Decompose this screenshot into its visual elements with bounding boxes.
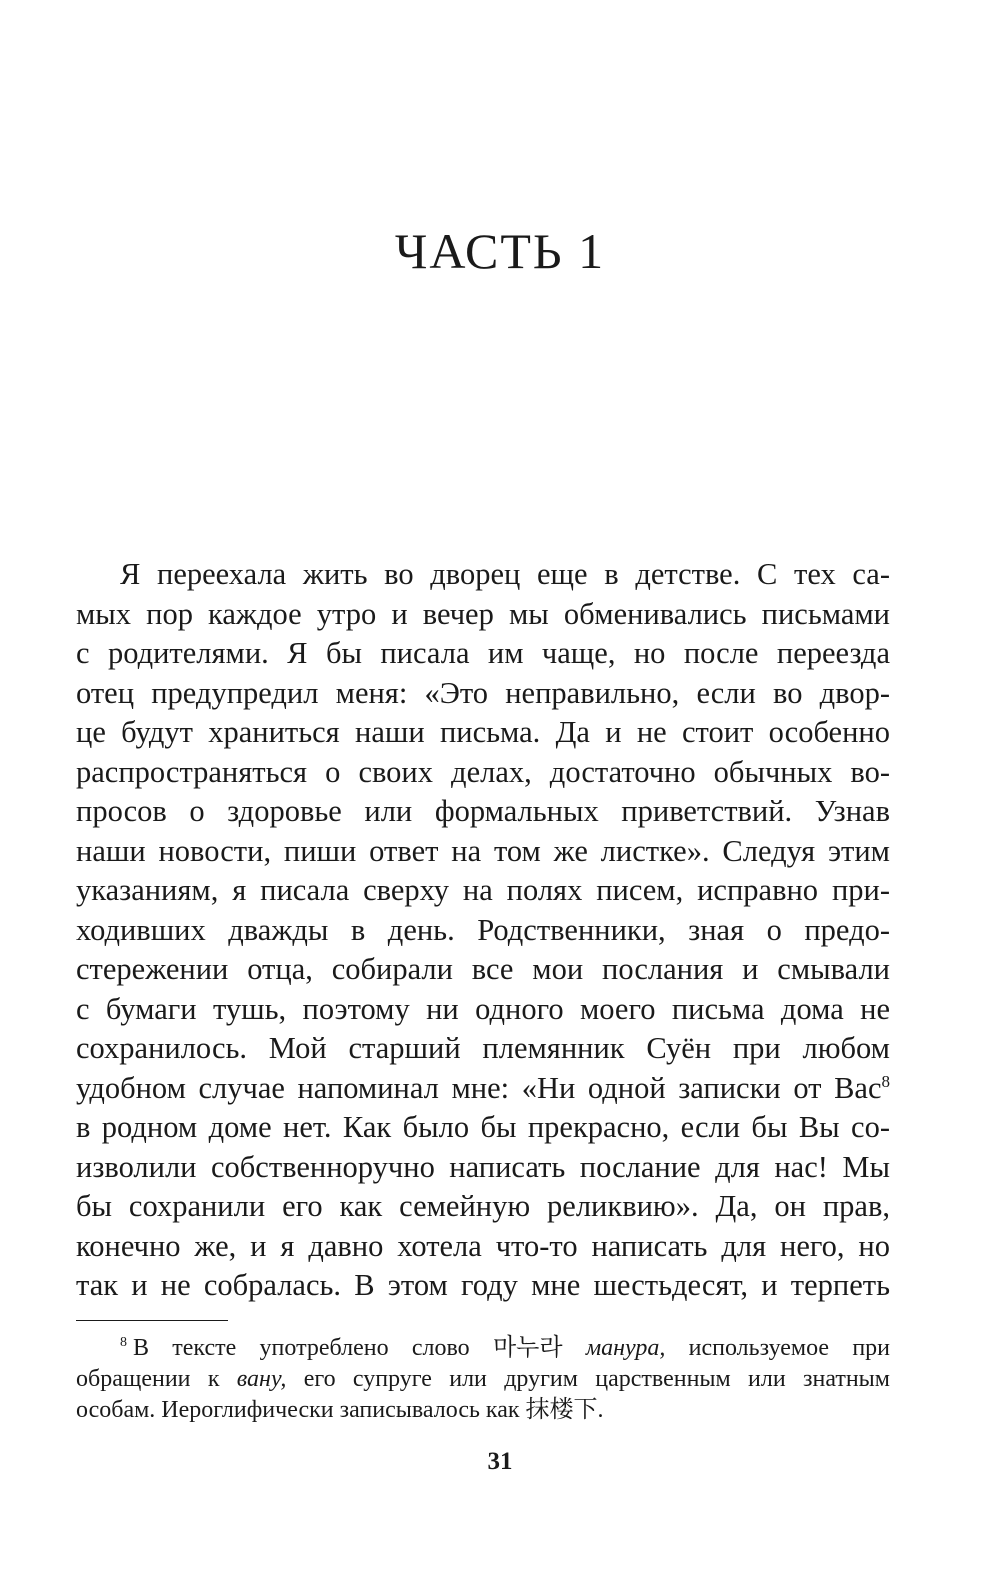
text-line: ходивших дважды в день. Родственники, зная о предо-	[76, 912, 890, 947]
text-line: так и не собралась. В этом году мне шестьдесят, и терпеть	[76, 1268, 890, 1302]
footnote	[76, 1333, 890, 1426]
footnote-line	[76, 1333, 890, 1364]
footnote-text: обращении к	[76, 1366, 220, 1392]
chapter-title: ЧАСТЬ 1	[394, 223, 606, 279]
footnote-italic-term: манура,	[585, 1335, 666, 1361]
body-text	[76, 555, 890, 1306]
text-line: Я переехала жить во дворец еще в детстве. С тех са-	[120, 557, 890, 591]
footnote-korean-word: 마누라	[492, 1335, 563, 1361]
footnote-number: 8	[120, 1335, 127, 1350]
footnote-text: его супруге или другим царственным или знатным	[303, 1366, 890, 1392]
text-line: с родителями. Я бы писала им чаще, но после переезда	[76, 636, 890, 670]
text-line: указаниям, я писала сверху на полях писем, исправно при-	[76, 873, 890, 907]
text-line: отец предупредил меня: «Это неправильно, если во двор-	[76, 675, 890, 710]
footnote-reference[interactable]: 8	[881, 1071, 890, 1091]
page-number: 31	[487, 1448, 513, 1475]
text-line: сохранилось. Мой старший племянник Суён при любом	[76, 1031, 890, 1065]
text-segment: удобном случае напоминал мне: «Ни одной записки от Вас	[76, 1070, 882, 1105]
footnote-line: особам. Иероглифически записывалось как 抹楼下.	[76, 1397, 604, 1423]
text-line: стережении отца, собирали все мои послания и смывали	[76, 952, 890, 986]
footnote-line	[76, 1364, 890, 1395]
text-line: просов о здоровье или формальных приветствий. Узнав	[76, 794, 890, 828]
footnote-italic-term: вану,	[236, 1366, 287, 1392]
text-line: конечно же, и я давно хотела что-то написать для него, но	[76, 1228, 890, 1263]
text-line: мых пор каждое утро и вечер мы обменивались письмами	[76, 596, 890, 631]
footnote-text: используемое при	[688, 1335, 891, 1361]
text-line: це будут храниться наши письма. Да и не стоит особенно	[76, 715, 890, 749]
text-line: в родном доме нет. Как было бы прекрасно, если бы Вы со-	[76, 1110, 890, 1144]
text-line: наши новости, пиши ответ на том же листке». Следуя этим	[76, 833, 890, 868]
text-line: бы сохранили его как семейную реликвию». Да, он прав,	[76, 1189, 890, 1223]
text-line: изволили собственноручно написать послание для нас! Мы	[76, 1149, 890, 1184]
text-line-with-footnote	[76, 1069, 890, 1109]
text-line: с бумаги тушь, поэтому ни одного моего письма дома не	[76, 991, 890, 1026]
footnote-divider	[76, 1320, 228, 1321]
footnote-text: В тексте употреблено слово	[133, 1335, 470, 1361]
text-line: распространяться о своих делах, достаточно обычных во-	[76, 754, 890, 789]
